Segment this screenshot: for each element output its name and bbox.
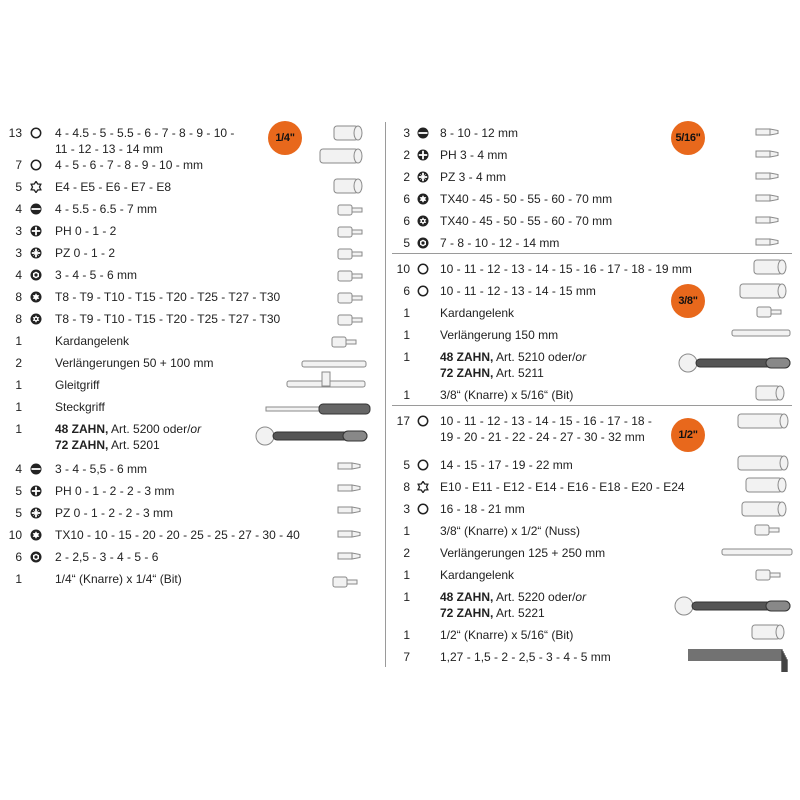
drive-badge-1-4: 1/4"	[268, 121, 302, 155]
quantity: 7	[15, 158, 22, 172]
item-description: PZ 0 - 1 - 2	[55, 246, 116, 260]
drive-badge-5-16: 5/16"	[671, 121, 705, 155]
quantity: 1	[15, 572, 22, 586]
screwdriver-illustration	[264, 398, 374, 425]
socket-illustration	[318, 144, 368, 173]
list-item	[0, 546, 380, 568]
socket-illustration	[752, 256, 792, 283]
list-item	[392, 166, 800, 188]
quantity: 4	[15, 202, 22, 216]
item-description: PH 0 - 1 - 2	[55, 224, 117, 238]
quantity: 8	[15, 312, 22, 326]
teeth-count: 72 ZAHN,	[440, 606, 494, 620]
list-item	[0, 480, 380, 502]
list-item	[392, 520, 800, 542]
quantity: 4	[15, 462, 22, 476]
phillips-icon	[30, 225, 42, 237]
pozidriv-icon	[30, 247, 42, 259]
quantity: 5	[15, 506, 22, 520]
item-description-cont: 11 - 12 - 13 - 14 mm	[55, 142, 163, 156]
list-item	[0, 308, 380, 330]
ring-icon	[417, 503, 429, 515]
bitsocket-illustration	[744, 565, 792, 590]
item-description: Verlängerung 150 mm	[440, 328, 559, 342]
quantity: 2	[403, 148, 410, 162]
quantity: 3	[15, 246, 22, 260]
or-text: or	[190, 422, 202, 436]
list-item	[392, 122, 800, 144]
item-description: Steckgriff	[55, 400, 105, 414]
item-description: 10 - 11 - 12 - 13 - 14 - 15 - 16 - 17 - 18 - 19 mm	[440, 262, 692, 276]
ring-icon	[30, 159, 42, 171]
item-description: Verlängerungen 125 + 250 mm	[440, 546, 606, 560]
list-item	[0, 122, 380, 156]
list-item	[392, 258, 800, 280]
socket-illustration	[754, 382, 790, 409]
item-description: 3/8“ (Knarre) x 5/16“ (Bit)	[440, 388, 574, 402]
e-torx-icon	[417, 481, 429, 493]
bitsocket-illustration	[746, 303, 792, 326]
torx-icon	[417, 193, 429, 205]
item-description: T8 - T9 - T10 - T15 - T20 - T25 - T27 - T30	[55, 312, 281, 326]
drive-badge-3-8: 3/8"	[671, 284, 705, 318]
item-description: 4 - 4.5 - 5 - 5.5 - 6 - 7 - 8 - 9 - 10 -	[55, 126, 235, 140]
list-item	[392, 144, 800, 166]
bitsocket-illustration	[330, 310, 370, 335]
ratchet-variant	[440, 590, 586, 604]
ring-icon	[30, 127, 42, 139]
bit-illustration	[748, 146, 788, 167]
phillips-icon	[30, 485, 42, 497]
socket-illustration	[332, 175, 368, 202]
list-item	[0, 242, 380, 264]
quantity: 5	[403, 458, 410, 472]
e-torx-icon	[30, 181, 42, 193]
list-item	[0, 198, 380, 220]
quantity: 1	[403, 524, 410, 538]
quantity: 6	[15, 550, 22, 564]
hexkeys-illustration	[684, 642, 796, 681]
bar-illustration	[730, 326, 792, 345]
item-description: Verlängerungen 50 + 100 mm	[55, 356, 214, 370]
item-description: 14 - 15 - 17 - 19 - 22 mm	[440, 458, 573, 472]
list-item	[392, 564, 800, 586]
or-text: or	[575, 350, 587, 364]
quantity: 5	[15, 180, 22, 194]
torx-icon	[30, 291, 42, 303]
quantity: 8	[403, 480, 410, 494]
item-description: 10 - 11 - 12 - 13 - 14 - 15 - 16 - 17 - 18 -	[440, 414, 652, 428]
quantity: 3	[403, 126, 410, 140]
item-description: E10 - E11 - E12 - E14 - E16 - E18 - E20 - E24	[440, 480, 685, 494]
bar-illustration	[720, 545, 794, 564]
section-divider-1-2	[392, 405, 792, 406]
item-description: PZ 0 - 1 - 2 - 2 - 3 mm	[55, 506, 174, 520]
drive-badge-1-2: 1/2"	[671, 418, 705, 452]
quantity: 1	[403, 568, 410, 582]
item-description: 4 - 5.5 - 6.5 - 7 mm	[55, 202, 158, 216]
ratchet-variant	[440, 606, 545, 620]
quantity: 6	[403, 284, 410, 298]
phillips-icon	[417, 149, 429, 161]
item-description: 10 - 11 - 12 - 13 - 14 - 15 mm	[440, 284, 596, 298]
quantity: 1	[403, 306, 410, 320]
bit-illustration	[330, 458, 370, 479]
pozidriv-icon	[30, 507, 42, 519]
item-description: PZ 3 - 4 mm	[440, 170, 507, 184]
ring-icon	[417, 459, 429, 471]
quantity: 6	[403, 214, 410, 228]
item-description: 7 - 8 - 10 - 12 - 14 mm	[440, 236, 560, 250]
quantity: 7	[403, 650, 410, 664]
ratchet-variant	[440, 366, 544, 380]
quantity: 3	[403, 502, 410, 516]
item-description: 1/4“ (Knarre) x 1/4“ (Bit)	[55, 572, 182, 586]
ratchet-variant	[55, 438, 160, 452]
hex-icon	[30, 269, 42, 281]
item-description: E4 - E5 - E6 - E7 - E8	[55, 180, 172, 194]
item-description: 2 - 2,5 - 3 - 4 - 5 - 6	[55, 550, 159, 564]
list-item	[0, 220, 380, 242]
socket-illustration	[736, 408, 794, 439]
quantity: 13	[8, 126, 22, 140]
teeth-count: 48 ZAHN,	[440, 590, 494, 604]
item-description-cont: 19 - 20 - 21 - 22 - 24 - 27 - 30 - 32 mm	[440, 430, 645, 444]
list-item	[392, 188, 800, 210]
item-description: 1/2“ (Knarre) x 5/16“ (Bit)	[440, 628, 574, 642]
quantity: 1	[15, 422, 22, 436]
quantity: 1	[403, 388, 410, 402]
bit-illustration	[330, 526, 370, 547]
list-item	[0, 286, 380, 308]
item-description: PH 0 - 1 - 2 - 2 - 3 mm	[55, 484, 175, 498]
torx-icon	[30, 529, 42, 541]
item-description: TX40 - 45 - 50 - 55 - 60 - 70 mm	[440, 192, 613, 206]
item-description: Kardangelenk	[55, 334, 130, 348]
item-description: 16 - 18 - 21 mm	[440, 502, 525, 516]
item-description: 1,27 - 1,5 - 2 - 2,5 - 3 - 4 - 5 mm	[440, 650, 611, 664]
item-description: 3/8“ (Knarre) x 1/2“ (Nuss)	[440, 524, 581, 538]
quantity: 2	[15, 356, 22, 370]
teeth-count: 72 ZAHN,	[440, 366, 494, 380]
torx-tamper-icon	[30, 313, 42, 325]
quantity: 5	[403, 236, 410, 250]
list-item	[0, 524, 380, 546]
list-item	[392, 232, 800, 254]
section-divider-3-8	[392, 253, 792, 254]
quantity: 10	[8, 528, 22, 542]
article-number: Art. 5220 oder/	[493, 590, 576, 604]
list-item	[0, 176, 380, 198]
list-item	[0, 502, 380, 524]
item-description: 3 - 4 - 5,5 - 6 mm	[55, 462, 148, 476]
ring-icon	[417, 263, 429, 275]
teeth-count: 72 ZAHN,	[55, 438, 109, 452]
quantity: 5	[15, 484, 22, 498]
bit-illustration	[748, 124, 788, 145]
hex-icon	[30, 551, 42, 563]
item-description: 3 - 4 - 5 - 6 mm	[55, 268, 138, 282]
item-description: Kardangelenk	[440, 568, 515, 582]
article-number: Art. 5201	[108, 438, 160, 452]
list-item	[392, 498, 800, 520]
slot-icon	[417, 127, 429, 139]
or-text: or	[575, 590, 587, 604]
bit-illustration	[330, 502, 370, 523]
quantity: 6	[403, 192, 410, 206]
list-item	[392, 476, 800, 498]
item-description: TX40 - 45 - 50 - 55 - 60 - 70 mm	[440, 214, 613, 228]
ratchet-illustration	[676, 348, 794, 383]
article-number: Art. 5221	[493, 606, 545, 620]
quantity: 4	[15, 268, 22, 282]
quantity: 1	[15, 400, 22, 414]
item-description: TX10 - 10 - 15 - 20 - 20 - 25 - 25 - 27 - 30 - 40	[55, 528, 300, 542]
socket-illustration	[744, 474, 792, 501]
list-item	[0, 264, 380, 286]
list-item	[392, 384, 800, 406]
pozidriv-icon	[417, 171, 429, 183]
quantity: 2	[403, 546, 410, 560]
quantity: 17	[396, 414, 410, 428]
item-description: 4 - 5 - 6 - 7 - 8 - 9 - 10 - mm	[55, 158, 204, 172]
article-number: Art. 5211	[493, 366, 544, 380]
quantity: 1	[403, 350, 410, 364]
quantity: 1	[403, 328, 410, 342]
quantity: 1	[403, 628, 410, 642]
item-description: T8 - T9 - T10 - T15 - T20 - T25 - T27 - T30	[55, 290, 281, 304]
torx-tamper-icon	[417, 215, 429, 227]
ring-icon	[417, 285, 429, 297]
quantity: 10	[396, 262, 410, 276]
bit-illustration	[748, 190, 788, 211]
quantity: 8	[15, 290, 22, 304]
bitsocket-illustration	[322, 572, 368, 597]
teeth-count: 48 ZAHN,	[440, 350, 494, 364]
list-item	[392, 210, 800, 232]
quantity: 1	[15, 334, 22, 348]
ring-icon	[417, 415, 429, 427]
bitsocket-illustration	[742, 520, 792, 545]
item-description: PH 3 - 4 mm	[440, 148, 508, 162]
slot-icon	[30, 203, 42, 215]
bit-illustration	[330, 548, 370, 569]
quantity: 2	[403, 170, 410, 184]
item-description: Gleitgriff	[55, 378, 100, 392]
bit-illustration	[330, 480, 370, 501]
ratchet-variant	[440, 350, 586, 364]
teeth-count: 48 ZAHN,	[55, 422, 109, 436]
item-description: 8 - 10 - 12 mm	[440, 126, 519, 140]
bit-illustration	[748, 212, 788, 233]
quantity: 1	[403, 590, 410, 604]
bit-illustration	[748, 168, 788, 189]
bitsocket-illustration	[320, 333, 368, 356]
hex-icon	[417, 237, 429, 249]
bit-illustration	[748, 234, 788, 255]
article-number: Art. 5210 oder/	[493, 350, 576, 364]
slot-icon	[30, 463, 42, 475]
article-number: Art. 5200 oder/	[108, 422, 191, 436]
ratchet-variant	[55, 422, 201, 436]
quantity: 3	[15, 224, 22, 238]
ratchet-illustration	[253, 422, 371, 455]
quantity: 1	[15, 378, 22, 392]
item-description: Kardangelenk	[440, 306, 515, 320]
list-item	[0, 458, 380, 480]
